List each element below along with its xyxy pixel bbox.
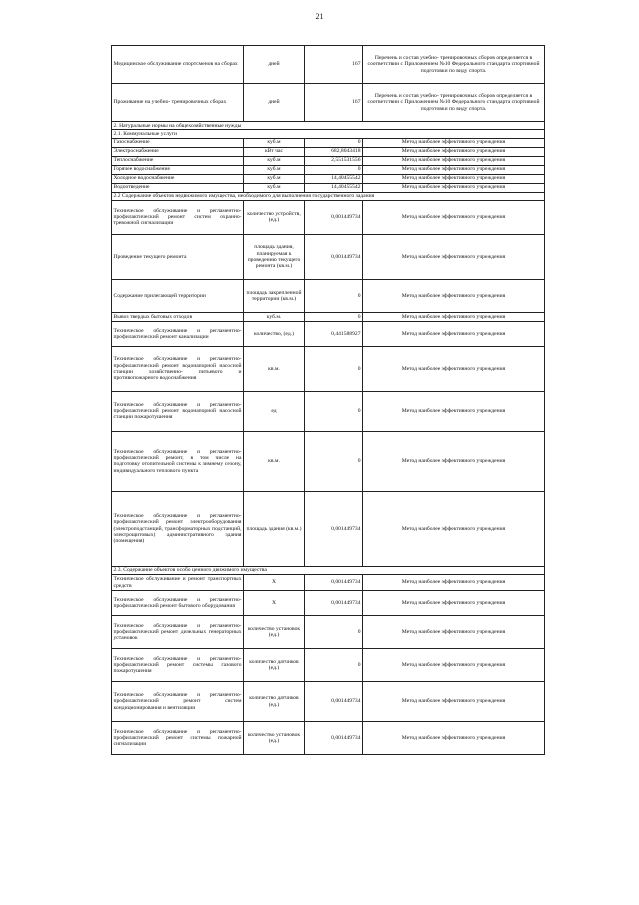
- unit-cell: количество устройств, (ед.): [244, 200, 305, 234]
- table-row: [112, 279, 545, 312]
- value-cell: 0,001449734: [305, 682, 363, 722]
- unit-cell: куб.м: [244, 165, 305, 174]
- item-name-cell: Холодное водоснабжение: [112, 174, 244, 183]
- unit-cell: куб.м: [244, 156, 305, 165]
- value-cell: 167: [305, 84, 363, 122]
- item-name-cell: Теплоснабжение: [112, 156, 244, 165]
- unit-cell: количество установок (ед.): [244, 722, 305, 755]
- method-cell: Метод наиболее эффективного учреждения: [363, 346, 545, 391]
- unit-cell: площадь закрепленной территории (кв.м.): [244, 279, 305, 312]
- value-cell: 0,001449734: [305, 491, 363, 566]
- method-cell: Метод наиболее эффективного учреждения: [363, 391, 545, 431]
- item-name-cell: Техническое обслуживание и регламентно- профилактический ремонт системы пожарной сигнализации: [112, 722, 244, 755]
- unit-cell: куб.м.: [244, 312, 305, 321]
- unit-cell: кв.м.: [244, 346, 305, 391]
- table-row: [112, 234, 545, 279]
- method-cell: Перечень и состав учебно- тренировочных сборов определяется в соответствии с Приложением №10 Федерального стандарта спортивной подготовки по виду спорта.: [363, 46, 545, 84]
- table-row: [112, 84, 545, 122]
- unit-cell: дней: [244, 84, 305, 122]
- table-row: [112, 575, 545, 591]
- value-cell: 167: [305, 46, 363, 84]
- method-cell: Метод наиболее эффективного учреждения: [363, 575, 545, 591]
- method-cell: Метод наиболее эффективного учреждения: [363, 156, 545, 165]
- item-name-cell: Техническое обслуживание и регламентно- профилактический ремонт, в том числе на подготовку отопительной системы к зимнему сезону, индивидуального теплового пункта: [112, 431, 244, 491]
- item-name-cell: Техническое обслуживание и ремонт транспортных средств: [113, 576, 242, 589]
- item-name-cell: Техническое обслуживание и регламентно- профилактический ремонт водонапорной насосной станции пожаротушения: [112, 391, 244, 431]
- table-row: [112, 156, 545, 165]
- value-cell: 0,001449734: [305, 591, 363, 616]
- method-cell: Метод наиболее эффективного учреждения: [363, 279, 545, 312]
- value-cell: 0,001449734: [305, 234, 363, 279]
- value-cell: 0,001449734: [305, 722, 363, 755]
- unit-cell: площадь здания, планируемая к проведению текущего ремонта (кв.м.): [244, 234, 305, 279]
- method-cell: Метод наиболее эффективного учреждения: [363, 200, 545, 234]
- unit-cell: X: [244, 575, 305, 591]
- item-name-cell: Водоотведение: [112, 183, 244, 192]
- unit-cell: дней: [244, 46, 305, 84]
- value-cell: 682,8043418: [305, 147, 363, 156]
- item-name-cell: Техническое обслуживание и регламентно- профилактический ремонт дизельных генераторных установок: [112, 616, 244, 649]
- table-row: [112, 391, 545, 431]
- unit-cell: куб.м: [244, 183, 305, 192]
- section-header-row: [112, 566, 545, 574]
- unit-cell: X: [244, 591, 305, 616]
- value-cell: 0: [305, 138, 363, 147]
- norms-table: [111, 45, 545, 755]
- item-name-cell: Газоснабжение: [112, 138, 244, 147]
- table-row: [112, 312, 545, 321]
- method-cell: Метод наиболее эффективного учреждения: [363, 682, 545, 722]
- table-row: [112, 722, 545, 755]
- item-name-cell: Техническое обслуживание и регламентно- профилактический ремонт систем охранно- тревожной сигнализации: [112, 200, 244, 234]
- item-name-cell: Техническое обслуживание и регламентно- профилактический ремонт систем кондиционирования и вентиляции: [112, 682, 244, 722]
- value-cell: 0,441588927: [305, 321, 363, 346]
- method-cell: Метод наиболее эффективного учреждения: [363, 147, 545, 156]
- method-cell: Метод наиболее эффективного учреждения: [363, 234, 545, 279]
- value-cell: 14,40455542: [305, 183, 363, 192]
- method-cell: Метод наиболее эффективного учреждения: [363, 431, 545, 491]
- value-cell: 0: [305, 431, 363, 491]
- method-cell: Метод наиболее эффективного учреждения: [363, 165, 545, 174]
- unit-cell: кв.м.: [244, 431, 305, 491]
- value-cell: 0: [305, 346, 363, 391]
- unit-cell: количество датчиков (ед.): [244, 649, 305, 682]
- value-cell: 14,40455542: [305, 174, 363, 183]
- method-cell: Метод наиболее эффективного учреждения: [363, 321, 545, 346]
- item-name-cell: Электроснабжение: [112, 147, 244, 156]
- section-header-row: [112, 130, 545, 138]
- unit-cell: количество, (ед.): [244, 321, 305, 346]
- method-cell: Метод наиболее эффективного учреждения: [363, 183, 545, 192]
- section-title: 2.3. Содержание объектов особо ценного движимого имущества: [112, 566, 545, 574]
- unit-cell: куб.м: [244, 138, 305, 147]
- method-cell: Метод наиболее эффективного учреждения: [363, 174, 545, 183]
- table-row: [112, 138, 545, 147]
- section-header-row: [112, 192, 545, 200]
- method-cell: Метод наиболее эффективного учреждения: [363, 649, 545, 682]
- value-cell: 0: [305, 279, 363, 312]
- unit-cell: количество установок (ед.): [244, 616, 305, 649]
- item-name-cell: Техническое обслуживание и регламентно- профилактический ремонт водонапорной насосной станции хозяйственно- питьевого и противопожарного водоснабжения: [112, 346, 244, 391]
- unit-cell: кВт час: [244, 147, 305, 156]
- table-row: [112, 346, 545, 391]
- section-header-row: [112, 122, 545, 130]
- table-row: [112, 165, 545, 174]
- item-name-cell: Проведение текущего ремонта: [112, 234, 244, 279]
- table-row: [112, 147, 545, 156]
- table-row: [112, 682, 545, 722]
- table-row: [112, 174, 545, 183]
- method-cell: Метод наиболее эффективного учреждения: [363, 722, 545, 755]
- value-cell: 2,551531556: [305, 156, 363, 165]
- value-cell: 0,001449734: [305, 575, 363, 591]
- table-row: [112, 591, 545, 616]
- unit-cell: куб.м: [244, 174, 305, 183]
- item-name-cell: Техническое обслуживание и регламентно- профилактический ремонт системы газового пожаротушения: [112, 649, 244, 682]
- unit-cell: ед: [244, 391, 305, 431]
- value-cell: 0: [305, 312, 363, 321]
- value-cell: 0: [305, 649, 363, 682]
- value-cell: 0,001449734: [305, 200, 363, 234]
- table-row: [112, 491, 545, 566]
- table-row: [112, 200, 545, 234]
- table-row: [112, 616, 545, 649]
- method-cell: Метод наиболее эффективного учреждения: [363, 312, 545, 321]
- page-number: 21: [315, 12, 324, 21]
- item-name-cell: Содержание прилегающей территории: [112, 279, 244, 312]
- item-name-cell: Медицинское обслуживание спортсменов на сборах: [112, 46, 244, 84]
- section-title: 2. Натуральные нормы на общехозяйственные нужды: [112, 122, 545, 130]
- item-name-cell: Проживание на учебно- тренировочных сборах: [112, 84, 244, 122]
- item-name-cell: Техническое обслуживание и регламентно- профилактический ремонт канализации: [112, 321, 244, 346]
- item-name-cell: Техническое обслуживание и регламентно- профилактический ремонт электрооборудования (электроподстанций, трансформаторных подстанций, электрощитовых) административного здания (помещения): [112, 491, 244, 566]
- item-name-cell: Техническое обслуживание и регламентно- профилактический ремонт бытового оборудования: [112, 591, 244, 616]
- value-cell: 0: [305, 391, 363, 431]
- value-cell: 0: [305, 165, 363, 174]
- item-name-cell: Вывоз твердых бытовых отходов: [112, 312, 244, 321]
- method-cell: Метод наиболее эффективного учреждения: [363, 491, 545, 566]
- method-cell: Перечень и состав учебно- тренировочных сборов определяется в соответствии с Приложением №10 Федерального стандарта спортивной подготовки по виду спорта.: [363, 84, 545, 122]
- table-row: [112, 46, 545, 84]
- norms-table-body: [112, 46, 545, 755]
- unit-cell: количество датчиков (ед.): [244, 682, 305, 722]
- method-cell: Метод наиболее эффективного учреждения: [363, 616, 545, 649]
- table-row: [112, 431, 545, 491]
- section-title: 2.1. Коммунальные услуги: [112, 130, 545, 138]
- table-row: [112, 649, 545, 682]
- unit-cell: площадь здания (кв.м.): [244, 491, 305, 566]
- item-name-cell: Горячее водоснабжение: [112, 165, 244, 174]
- table-row: [112, 183, 545, 192]
- section-title: 2.2 Содержание объектов недвижимого имущества, необходимого для выполнения государственного задания: [112, 192, 545, 200]
- method-cell: Метод наиболее эффективного учреждения: [363, 138, 545, 147]
- table-row: [112, 321, 545, 346]
- method-cell: Метод наиболее эффективного учреждения: [363, 591, 545, 616]
- value-cell: 0: [305, 616, 363, 649]
